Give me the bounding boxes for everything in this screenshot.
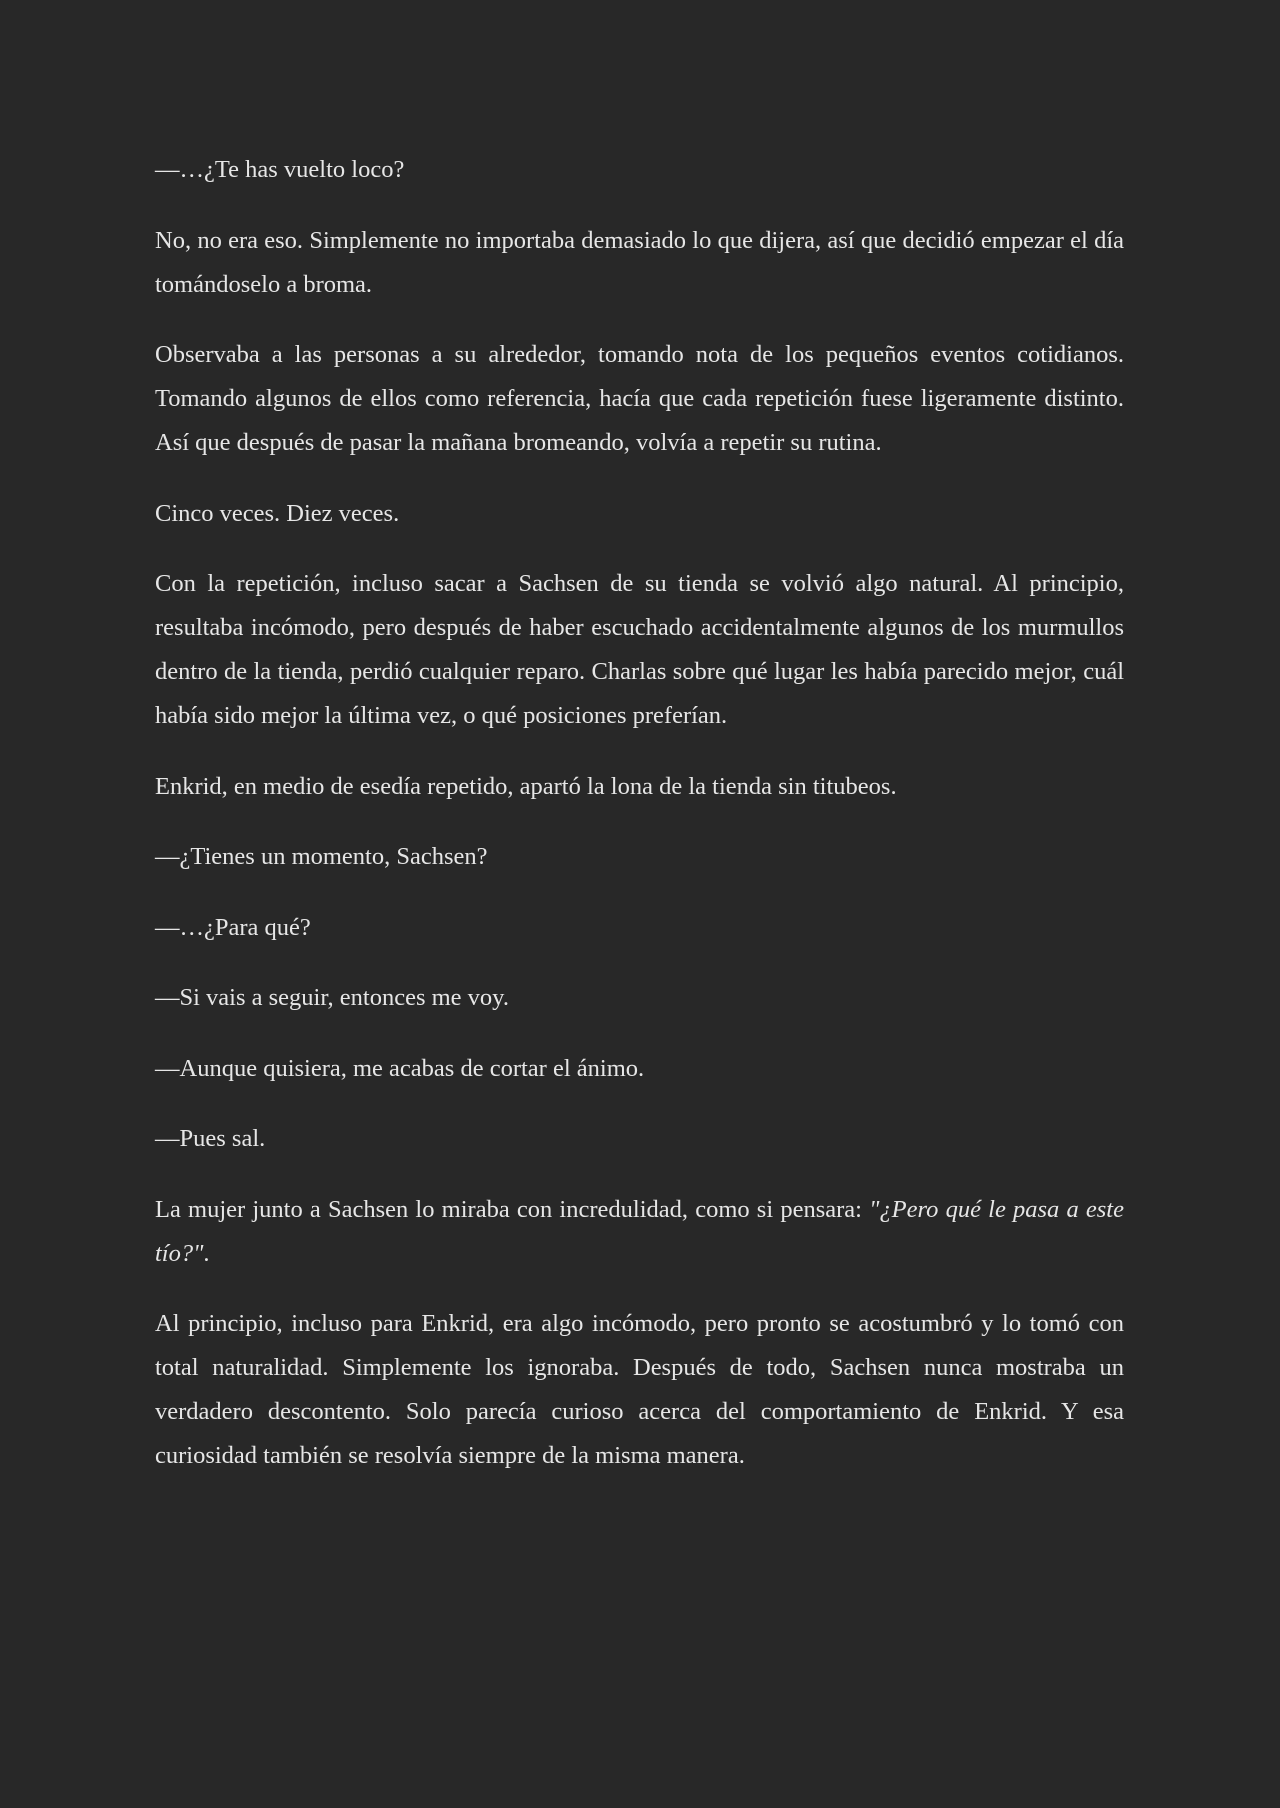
paragraph-dialogue: —¿Tienes un momento, Sachsen?: [155, 843, 488, 870]
paragraph-dialogue: —Aunque quisiera, me acabas de cortar el ánimo.: [155, 1054, 645, 1082]
paragraph: Con la repetición, incluso sacar a Sachsen de su tienda se volvió algo natural. Al principio, resultaba incómodo, pero después de haber escuchado accidentalmente algunos de los murmullos dentro de la tienda, perdió cualquier reparo. Charlas sobre qué lugar les había parecido mejor, cuál había sido mejor la última vez, o qué posiciones preferían.: [155, 570, 1124, 729]
paragraph: Cinco veces. Diez veces.: [155, 499, 400, 527]
italic-thought: "¿Pero qué le pasa a este tío?": [155, 1195, 1124, 1267]
document-page: [155, 148, 1124, 1505]
paragraph-dialogue: —Si vais a seguir, entonces me voy.: [155, 984, 509, 1011]
paragraph-dialogue: —…¿Te has vuelto loco?: [155, 156, 405, 183]
paragraph-text: La mujer junto a Sachsen lo miraba con incredulidad, como si pensara:: [155, 1195, 870, 1223]
paragraph: Observaba a las personas a su alrededor, tomando nota de los pequeños eventos cotidianos. Tomando algunos de ellos como referencia, hacía que cada repetición fuese ligeramente distinto. Así que después de pasar la mañana bromeando, volvía a repetir su rutina.: [155, 341, 1124, 456]
paragraph: Al principio, incluso para Enkrid, era algo incómodo, pero pronto se acostumbró y lo tomó con total naturalidad. Simplemente los ignoraba. Después de todo, Sachsen nunca mostraba un verdadero descontento. Solo parecía curioso acerca del comportamiento de Enkrid. Y esa curiosidad también se resolvía siempre de la misma manera.: [155, 1310, 1124, 1469]
paragraph: No, no era eso. Simplemente no importaba demasiado lo que dijera, así que decidió empezar el día tomándoselo a broma.: [155, 226, 1124, 298]
paragraph: Enkrid, en medio de esedía repetido, apartó la lona de la tienda sin titubeos.: [155, 772, 897, 800]
paragraph-with-thought: [155, 1188, 1124, 1276]
paragraph-text-end: .: [203, 1239, 210, 1267]
paragraph-dialogue: —Pues sal.: [155, 1125, 266, 1152]
paragraph-dialogue: —…¿Para qué?: [155, 913, 311, 941]
